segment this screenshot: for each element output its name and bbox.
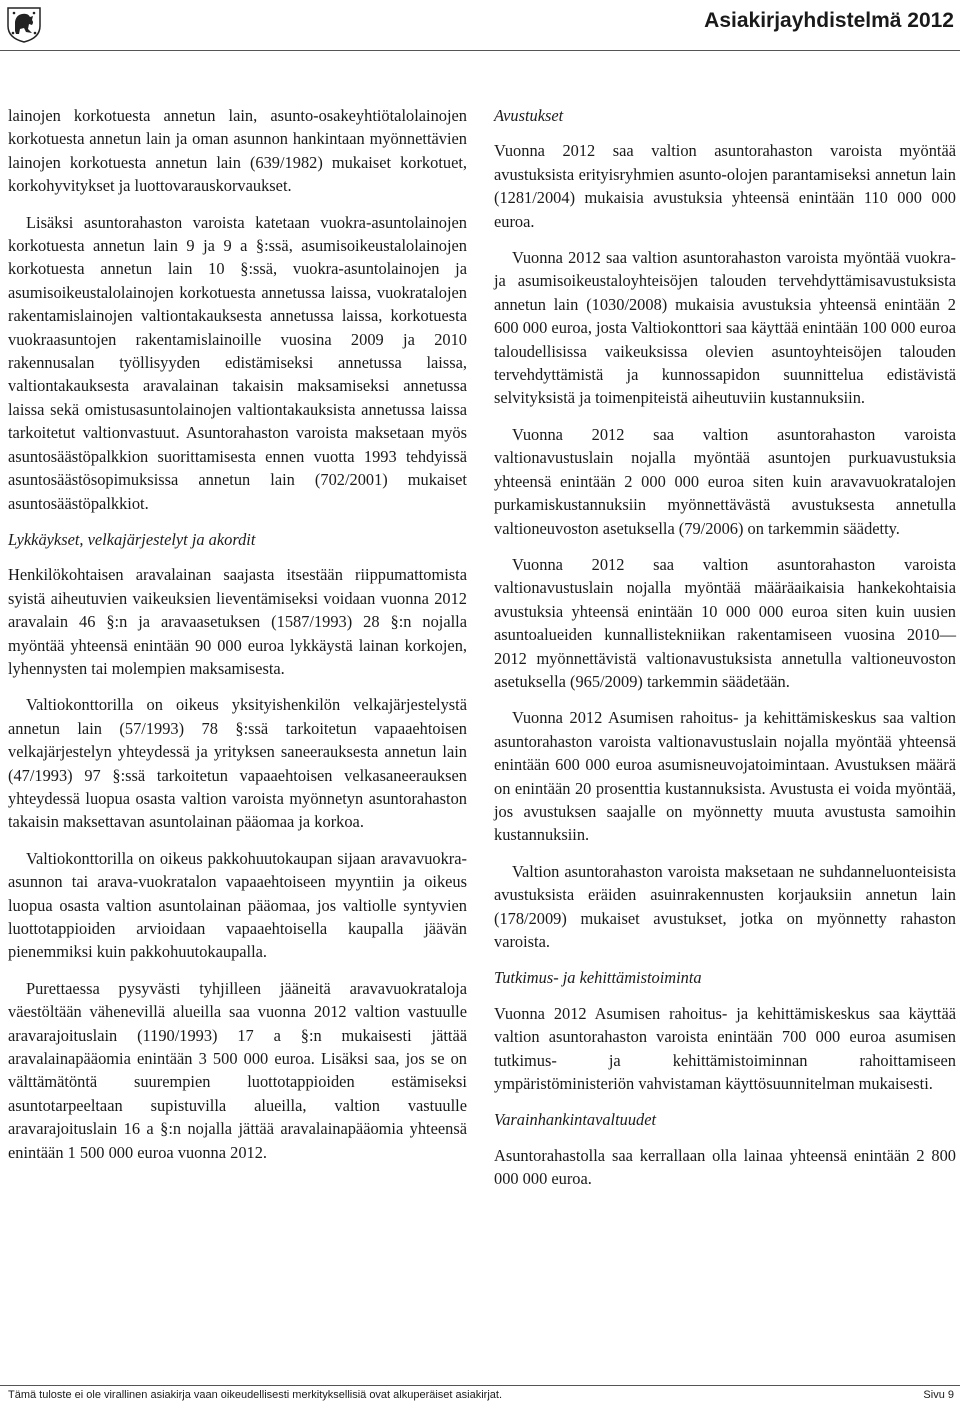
paragraph: Henkilökohtaisen aravalainan saajasta itsestään riippumattomista syistä aiheutuvien vaikeuksien lieventämiseksi voidaan vuonna 2012 aravalain 46 §:n ja aravaasetuksen (1587/1993) 28 §:n nojalla myöntää yhteensä enintään 90 000 euroa lykkäystä lainan korkojen, lyhennysten tai molempien maksamisesta. [8, 565, 467, 678]
paragraph: Asuntorahastolla saa kerrallaan olla lainaa yhteensä enintään 2 800 000 000 euroa. [494, 1145, 956, 1189]
paragraph: Vuonna 2012 saa valtion asuntorahaston varoista myöntää avustuksista erityisryhmien asunto-olojen parantamiseksi annetun lain (1281/2004) mukaisia avustuksia yhteensä enintään 110 000 000 euroa. [494, 141, 956, 231]
section-heading: Lykkäykset, velkajärjestelyt ja akordit [8, 529, 256, 549]
paragraph: Valtion asuntorahaston varoista maksetaan ne suhdanneluonteisista avustuksista eräiden asuinrakennusten korjauksiin annetun lain (178/2009) mukaiset avustukset, jotka on myönnetty rahaston varoista. [494, 861, 956, 951]
paragraph: Vuonna 2012 saa valtion asuntorahaston varoista valtionavustuslain nojalla myöntää asuntojen purkuavustuksia yhteensä enintään 2 000 000 euroa siten kuin aravavuokratalojen purkamiskustannuksiin myönnettävästä avustuksesta annetulla valtioneuvoston asetuksella (79/2006) on tarkemmin säädetty. [494, 424, 956, 538]
section-heading: Avustukset [494, 106, 564, 125]
finnish-lion-coat-of-arms-icon [4, 4, 44, 44]
left-column [8, 104, 467, 1177]
section-heading: Varainhankintavaltuudet [494, 1110, 657, 1130]
footer-divider [0, 1385, 960, 1386]
document-title: Asiakirjayhdistelmä 2012 [704, 9, 954, 32]
paragraph: Valtiokonttorilla on oikeus pakkohuutokaupan sijaan aravavuokra-asunnon tai arava-vuokratalon vapaaehtoiseen myyntiin ja oikeus luopua osasta valtion asuntolainan pääomaa, jos valtiolle syntyvien luottotappioiden arvioidaan vapaaehtoisella kaupalla jäävän pienemmiksi kuin pakkohuutokaupalla. [8, 848, 467, 962]
paragraph: lainojen korkotuesta annetun lain, asunto-osakeyhtiötalolainojen korkotuesta annetun lain ja oman asunnon hankintaan myönnettävien lainojen korkotuesta annetun lain (639/1982) mukaiset korkotuet, korkohyvitykset ja luottovarauskorvaukset. [8, 106, 467, 196]
section-heading: Tutkimus- ja kehittämistoiminta [494, 968, 702, 988]
right-column [494, 104, 956, 1204]
footer-disclaimer: Tämä tuloste ei ole virallinen asiakirja vaan oikeudellisesti merkityksellisiä ovat alkuperäiset asiakirjat. [8, 1389, 502, 1401]
paragraph: Vuonna 2012 saa valtion asuntorahaston varoista myöntää vuokra- ja asumisoikeustaloyhteisöjen talouden tervehdyttämisavustuksista annetun lain (1030/2008) mukaisia avustuksia yhteensä enintään 2 600 000 euroa, josta Valtiokonttori saa käyttää enintään 100 000 euroa taloudellisissa vaikeuksissa olevien asuntoyhteisöjen talouden tervehdyttämistä ja kunnossapidon suunnittelua edistävistä selvityksistä ja toimenpiteistä aiheutuviin kustannuksiin. [494, 248, 956, 408]
paragraph: Purettaessa pysyvästi tyhjilleen jääneitä aravavuokrataloja väestöltään vähenevillä alueilla saa vuonna 2012 valtion vastuulle aravarajoituslain (1190/1993) 17 a §:n mukaisesti jättää aravalainapääomia enintään 3 500 000 euroa. Lisäksi saa, jos se on välttämätöntä suurempien luottotappioiden estämiseksi asuntotarpeeltaan supistuvilla alueilla, valtion vastuulle aravarajoituslain 16 a §:n nojalla jättää aravalainapääomia yhteensä enintään 1 500 000 euroa vuonna 2012. [8, 978, 467, 1162]
paragraph: Lisäksi asuntorahaston varoista katetaan vuokra-asuntolainojen korkotuesta annetun lain 9 ja 9 a §:ssä, asumisoikeustalolainojen korkotuesta annetun lain 10 §:ssä, vuokra-asuntolainojen ja asumisoikeustalolainojen korkotuesta annetussa laissa, vuokratalojen rakentamislainojen valtiontakauksesta annetussa laissa, korkotuesta vuokraasuntojen rakentamislainoille vuosina 2009 ja 2010 rakennusalan työllisyyden edistämiseksi annetussa laissa, valtiontakauksesta aravalainan takaisin maksamiseksi annetussa laissa sekä omistusasuntolainojen valtiontakauksista annetussa laissa tarkoitetut valtionvastuut. Asuntorahaston varoista maksetaan myös asuntosäästöpalkkion suorittamisesta ennen vuotta 1993 tehdyissä asuntosäästösopimuksissa annetun lain (702/2001) mukaiset asuntosäästöpalkkiot. [8, 212, 467, 513]
paragraph: Vuonna 2012 Asumisen rahoitus- ja kehittämiskeskus saa valtion asuntorahaston varoista valtionavustuslain nojalla myöntää yhteensä enintään 600 000 euroa asumisneuvojatoimintaan. Avustuksen määrä on enintään 20 prosenttia kustannuksista. Avustusta ei voida myöntää, jos avustuksen saajalle on myönnetty muuta avustusta samoihin kustannuksiin. [494, 708, 956, 845]
paragraph: Vuonna 2012 saa valtion asuntorahaston varoista valtionavustuslain nojalla myöntää määräaikaisia hankekohtaisia avustuksia yhteensä enintään 10 000 000 euroa siten kuin uusien asuntoalueiden kunnallistekniikan rakentamiseen vuosina 2010—2012 myönnettävistä valtionavustuksista annetulla valtioneuvoston asetuksella (965/2009) tarkemmin säädetään. [494, 554, 956, 691]
header-divider [0, 50, 960, 51]
paragraph: Vuonna 2012 Asumisen rahoitus- ja kehittämiskeskus saa käyttää valtion asuntorahaston varoista enintään 700 000 euroa asumisen tutkimus- ja kehittämistoiminnan rahoittamiseen ympäristöministeriön vahvistaman käyttösuunnitelman mukaisesti. [494, 1003, 956, 1094]
page-number: Sivu 9 [923, 1389, 954, 1401]
paragraph: Valtiokonttorilla on oikeus yksityishenkilön velkajärjestelystä annetun lain (57/1993) 78 §:ssä tarkoitetun vapaaehtoisen velkajärjestelyn yhteydessä ja yrityksen saneerauksesta annetun lain (47/1993) 97 §:ssä tarkoitetun vapaaehtoisen velkasaneerauksen yhteydessä luopua osasta valtion varoista myönnetyn asuntorahaston takaisin maksettavan asuntolainan pääomaa ja korkoa. [8, 695, 467, 832]
